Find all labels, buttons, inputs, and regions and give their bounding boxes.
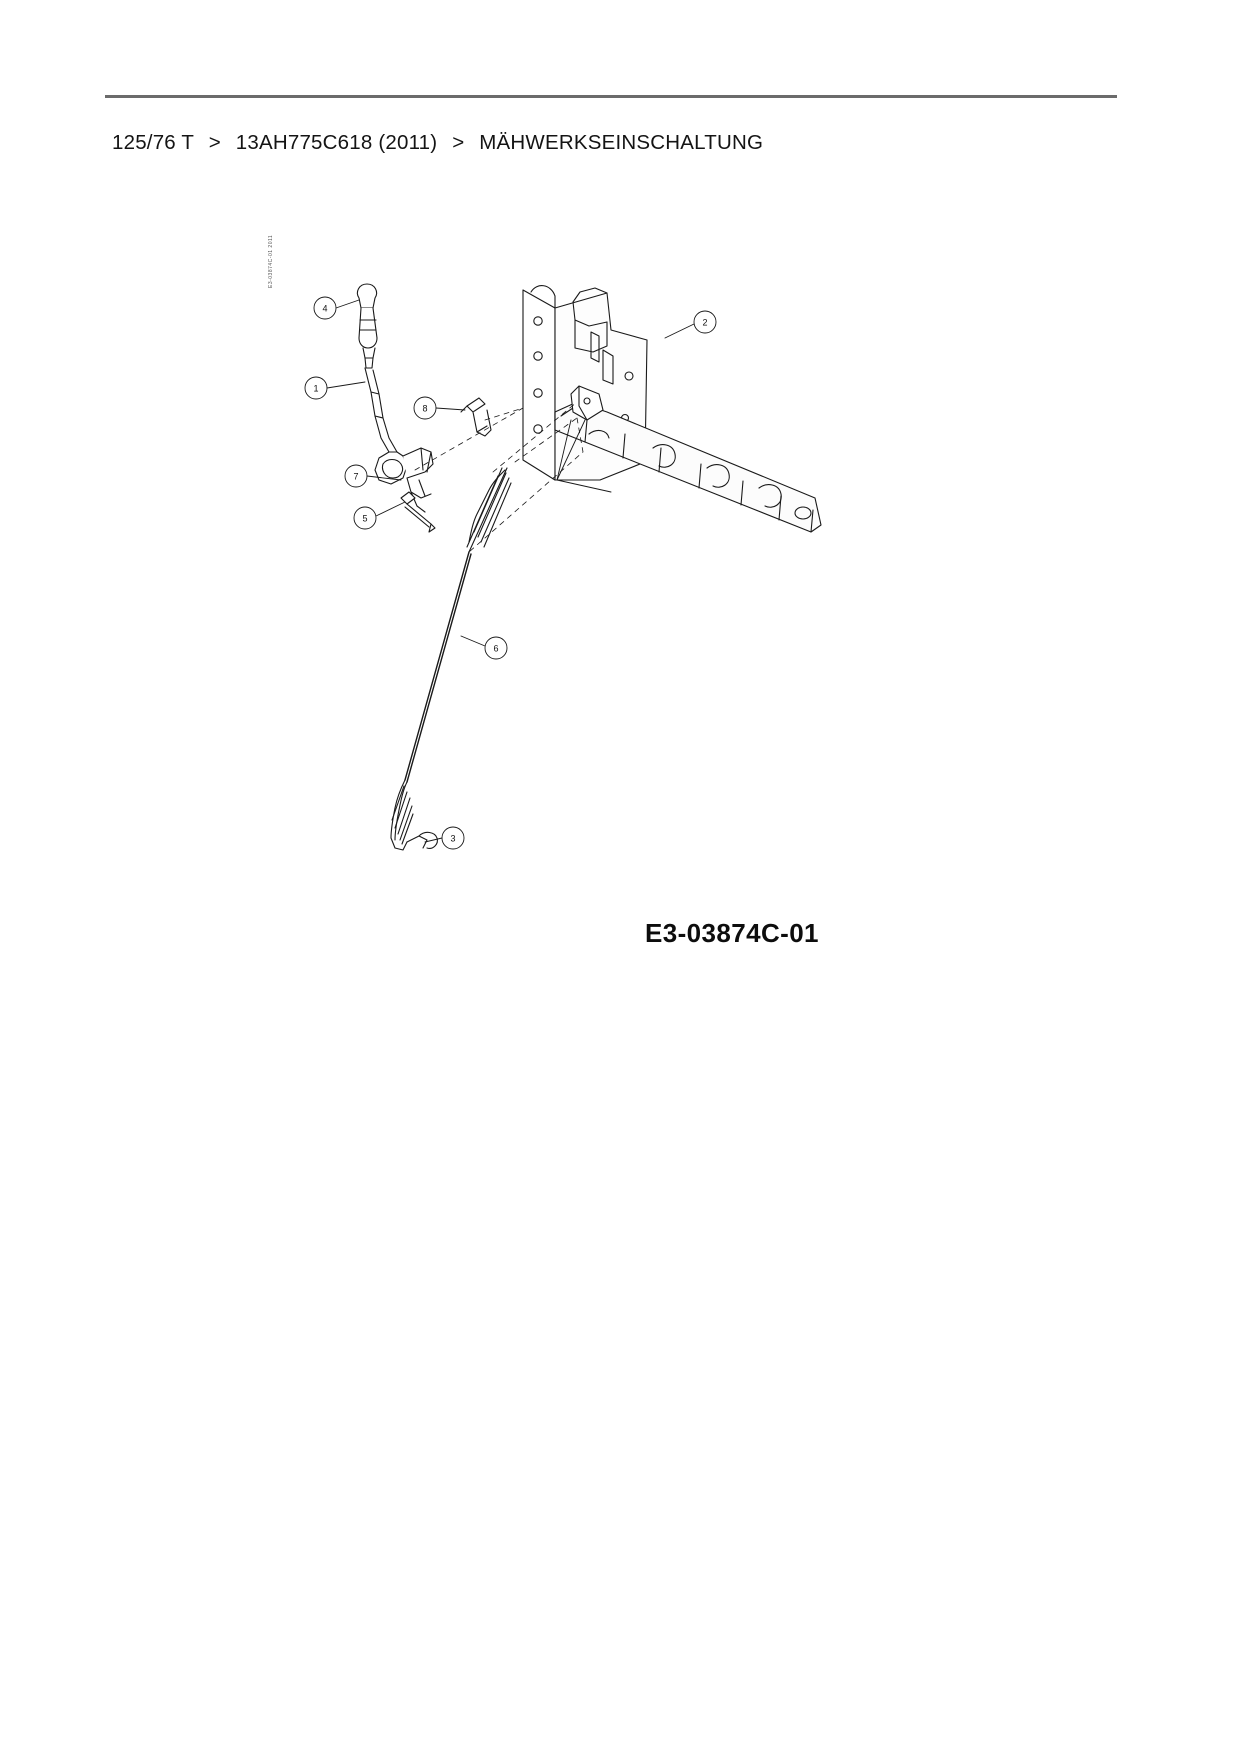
breadcrumb-section[interactable]: MÄHWERKSEINSCHALTUNG xyxy=(479,131,764,154)
breadcrumb-separator-1: > xyxy=(208,131,221,154)
breadcrumb xyxy=(112,131,763,155)
vertical-drawing-code: E3-03874C-01 2011 xyxy=(268,234,274,288)
screw-fastener xyxy=(401,492,435,532)
callout-1[interactable]: 1 xyxy=(313,383,319,394)
callout-2[interactable]: 2 xyxy=(702,317,708,328)
drawing-number: E3-03874C-01 xyxy=(645,918,819,948)
callout-7[interactable]: 7 xyxy=(353,471,359,482)
handle-grip xyxy=(357,284,377,368)
breadcrumb-part-number[interactable]: 13AH775C618 (2011) xyxy=(235,131,438,154)
parts-diagram xyxy=(255,180,985,970)
callout-3[interactable]: 3 xyxy=(450,833,456,844)
breadcrumb-separator-2: > xyxy=(452,131,465,154)
header-divider xyxy=(105,95,1117,98)
pin-fastener xyxy=(461,398,491,436)
callout-4[interactable]: 4 xyxy=(322,303,328,314)
callout-8[interactable]: 8 xyxy=(422,403,428,414)
callout-group xyxy=(305,297,716,849)
callout-6[interactable]: 6 xyxy=(493,643,499,654)
breadcrumb-model[interactable]: 125/76 T xyxy=(112,131,194,154)
callout-5[interactable]: 5 xyxy=(362,513,368,524)
engagement-lever xyxy=(365,368,433,512)
parts-diagram-svg xyxy=(255,180,985,970)
